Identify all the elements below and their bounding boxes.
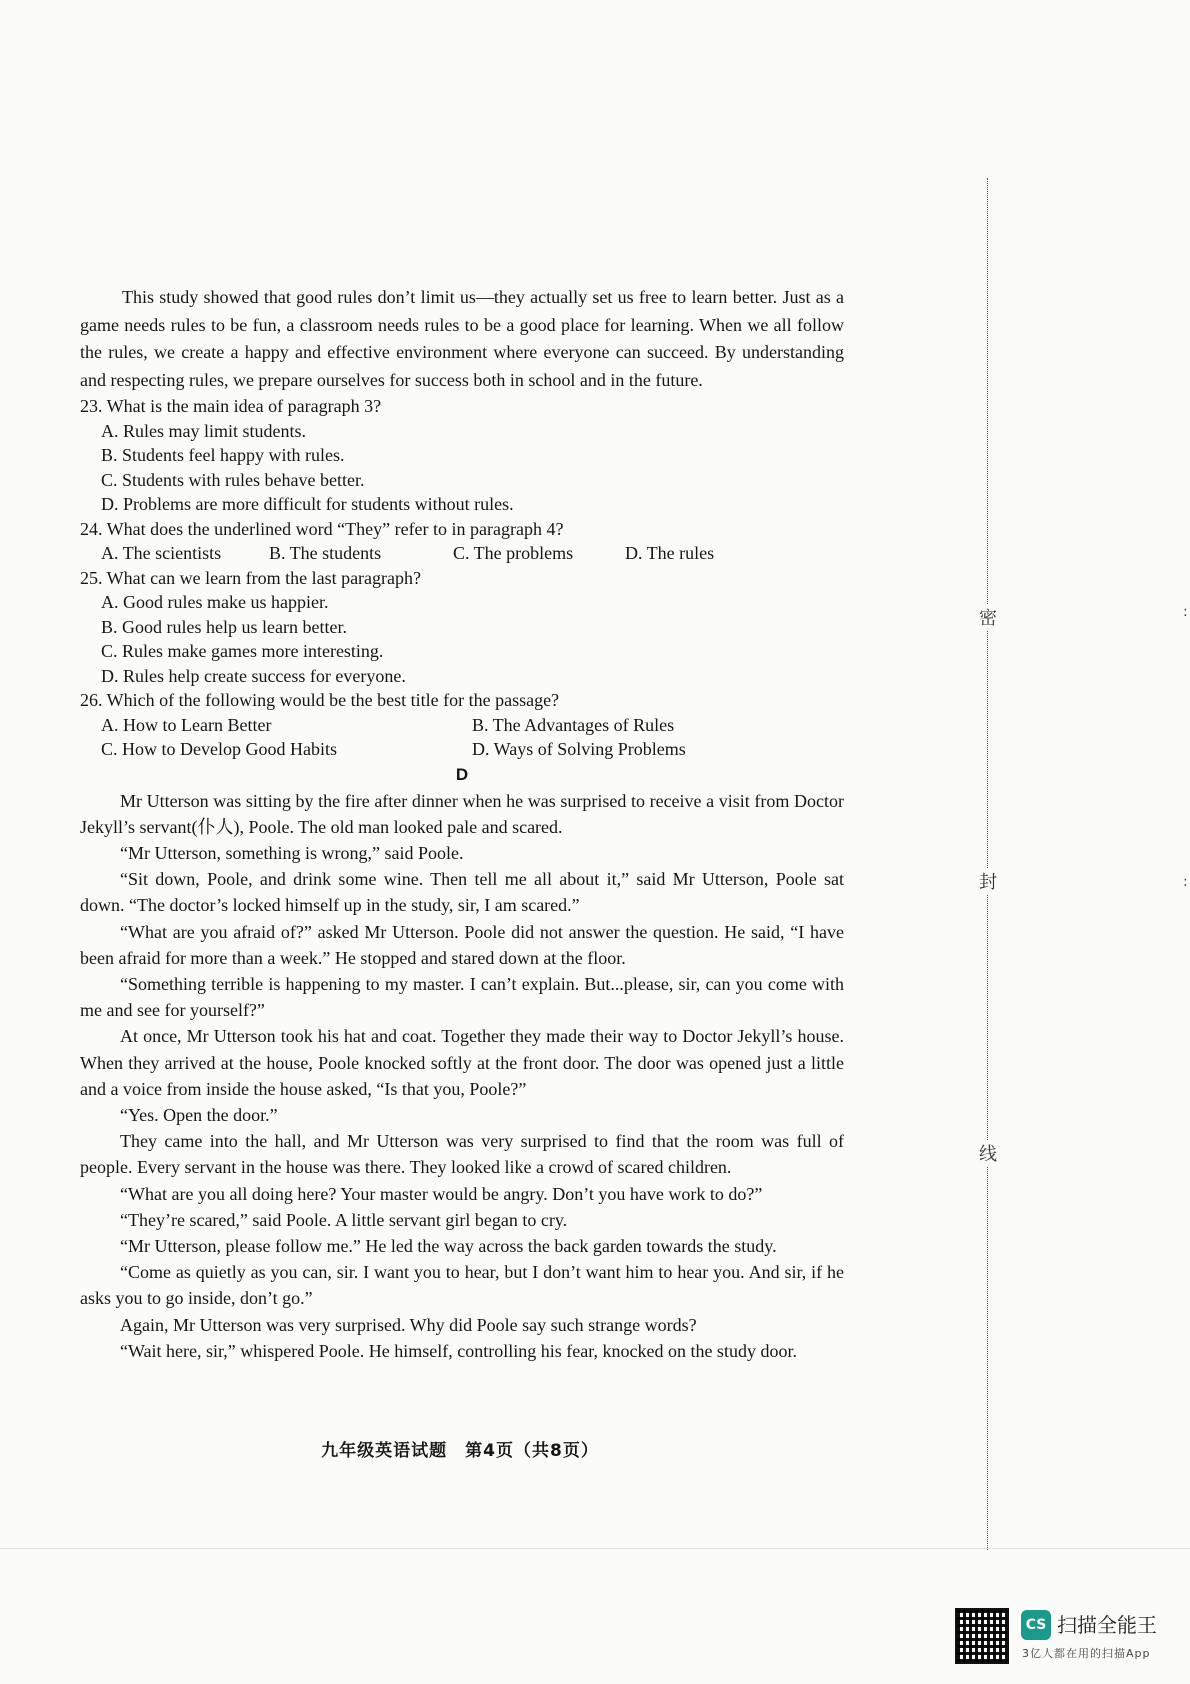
page-footer: 九年级英语试题 第4页（共8页） <box>321 1441 599 1461</box>
story-paragraph: “Yes. Open the door.” <box>120 1104 278 1125</box>
options-row <box>101 713 844 738</box>
option-c: C. The problems <box>453 543 574 563</box>
stem-text: 24. What does the underlined word “ <box>80 518 346 539</box>
question-stem: 25. What can we learn from the last paragraph? <box>80 567 422 588</box>
story-paragraph: “What are you all doing here? Your master would be angry. Don’t you have work to do?” <box>120 1183 763 1204</box>
story-paragraph: Again, Mr Utterson was very surprised. Why did Poole say such strange words? <box>120 1314 697 1335</box>
option-c: C. How to Develop Good Habits <box>101 739 337 759</box>
question-23 <box>80 394 844 517</box>
option-b: B. The students <box>269 543 382 563</box>
option-a: A. Good rules make us happier. <box>101 592 329 612</box>
question-24 <box>80 517 844 566</box>
option-a: A. Rules may limit students. <box>101 420 306 441</box>
option-b: B. Students feel happy with rules. <box>101 445 345 465</box>
binding-dotted-line <box>987 178 988 1550</box>
story-paragraph: “Mr Utterson, something is wrong,” said Poole. <box>120 842 464 863</box>
scanner-app-name: 扫描全能王 <box>1057 1613 1157 1637</box>
option-c: C. Students with rules behave better. <box>101 469 365 490</box>
option-a: A. How to Learn Better <box>101 714 272 735</box>
option-b: B. The Advantages of Rules <box>472 714 675 735</box>
edge-dot-mark: : <box>1183 604 1188 620</box>
question-stem: 23. What is the main idea of paragraph 3? <box>80 396 382 416</box>
story-paragraph: “Come as quietly as you can, sir. I want you to hear, but I don’t want him to hear you. And sir, if he asks you to go inside, don’t go.” <box>80 1262 844 1309</box>
option-b: B. Good rules help us learn better. <box>101 616 347 637</box>
question-stem: 26. Which of the following would be the best title for the passage? <box>80 690 560 710</box>
story-paragraph: They came into the hall, and Mr Utterson was very surprised to find that the room was full of people. Every servant in the house was there. They looked like a crowd of scared children. <box>80 1131 844 1178</box>
scan-edge <box>0 1548 1190 1549</box>
option-d: D. Problems are more difficult for students without rules. <box>101 494 514 514</box>
option-d: D. Rules help create success for everyone. <box>101 665 406 686</box>
option-d: D. The rules <box>625 543 715 563</box>
story-paragraph: Mr Utterson was sitting by the fire after dinner when he was surprised to receive a visit from Doctor Jekyll’s servant(仆人), Poole. The old man looked pale and scared. <box>80 790 844 837</box>
option-a: A. The scientists <box>101 543 222 563</box>
story-paragraph: “Something terrible is happening to my master. I can’t explain. But...please, sir, can you come with me and see for yourself?” <box>80 973 844 1021</box>
edge-dot-mark: : <box>1183 874 1188 890</box>
scanner-tagline: 3亿人都在用的扫描App <box>1022 1647 1151 1660</box>
story-paragraph: “Mr Utterson, please follow me.” He led the way across the back garden towards the study. <box>120 1235 777 1256</box>
story-paragraph: “What are you afraid of?” asked Mr Utterson. Poole did not answer the question. He said, “I have been afraid for more than a week.” He stopped and stared down at the floor. <box>80 921 844 968</box>
question-26 <box>80 688 844 762</box>
binding-char-feng: 封 <box>978 868 998 894</box>
stem-keyword: They <box>345 518 383 539</box>
qr-code-icon <box>955 1608 1009 1664</box>
option-d: D. Ways of Solving Problems <box>472 739 686 759</box>
section-heading: D <box>455 764 469 784</box>
question-25 <box>80 566 844 689</box>
story-passage <box>80 788 844 1364</box>
binding-char-xian: 线 <box>978 1140 998 1166</box>
option-c: C. Rules make games more interesting. <box>101 641 384 661</box>
exam-page-content <box>80 284 844 1364</box>
intro-paragraph: This study showed that good rules don’t limit us—they actually set us free to learn better. Just as a game needs rules to be fun, a classroom needs rules to be a good place for learning. When we all follow the rules, we create a happy and effective environment where everyone can succeed. By understanding and respecting rules, we prepare ourselves for success both in school and in the future. <box>80 287 844 390</box>
story-paragraph: At once, Mr Utterson took his hat and coat. Together they made their way to Doctor Jekyll’s house. When they arrived at the house, Poole knocked softly at the front door. The door was opened just a little and a voice from inside the house asked, “Is that you, Poole?” <box>80 1026 844 1099</box>
cs-logo-badge: CS <box>1021 1610 1051 1640</box>
options-row <box>101 541 844 566</box>
story-paragraph: “Sit down, Poole, and drink some wine. Then tell me all about it,” said Mr Utterson, Poole sat down. “The doctor’s locked himself up in the study, sir, I am scared.” <box>80 869 844 916</box>
story-paragraph: “Wait here, sir,” whispered Poole. He himself, controlling his fear, knocked on the study door. <box>120 1340 797 1361</box>
scanner-watermark <box>955 1608 1175 1666</box>
options-row <box>101 737 844 762</box>
story-paragraph: “They’re scared,” said Poole. A little servant girl began to cry. <box>120 1209 568 1230</box>
binding-char-mi: 密 <box>978 604 998 630</box>
stem-text: ” refer to in paragraph 4? <box>382 518 564 539</box>
question-stem <box>80 517 844 542</box>
